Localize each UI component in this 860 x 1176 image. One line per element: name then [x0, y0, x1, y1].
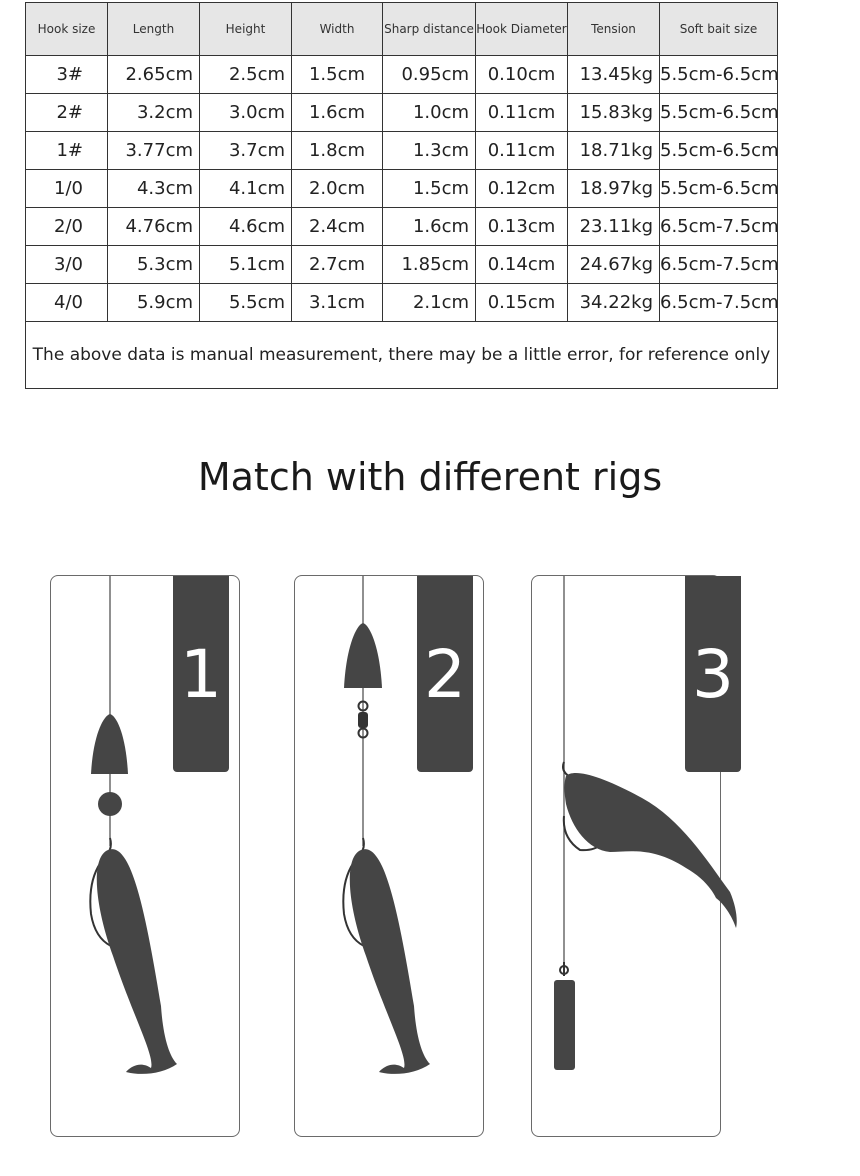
cell-width: 2.7cm: [292, 246, 383, 284]
cell-soft-bait-size: 5.5cm-6.5cm: [660, 56, 778, 94]
cell-hook-diameter: 0.15cm: [476, 284, 568, 322]
rig-card-2: [294, 575, 484, 1137]
rig-3-number: 3: [692, 636, 734, 713]
cell-height: 4.1cm: [200, 170, 292, 208]
cell-tension: 34.22kg: [568, 284, 660, 322]
cell-hook-size: 2#: [26, 94, 108, 132]
cell-length: 3.2cm: [108, 94, 200, 132]
cell-height: 4.6cm: [200, 208, 292, 246]
cell-sharp-distance: 0.95cm: [383, 56, 476, 94]
cell-tension: 23.11kg: [568, 208, 660, 246]
rig-1-number-tab: [173, 576, 229, 772]
rig-2-number-tab: [417, 576, 473, 772]
cell-width: 1.6cm: [292, 94, 383, 132]
table-header-row: [26, 3, 778, 56]
cell-width: 2.0cm: [292, 170, 383, 208]
cell-soft-bait-size: 6.5cm-7.5cm: [660, 246, 778, 284]
bullet-weight-icon: [344, 623, 382, 688]
cell-hook-size: 2/0: [26, 208, 108, 246]
table-row: [26, 246, 778, 284]
cell-sharp-distance: 2.1cm: [383, 284, 476, 322]
table-note-row: [26, 322, 778, 389]
cell-tension: 13.45kg: [568, 56, 660, 94]
rig-3-number-tab: [685, 576, 741, 772]
cell-height: 3.7cm: [200, 132, 292, 170]
cell-tension: 15.83kg: [568, 94, 660, 132]
cell-sharp-distance: 1.5cm: [383, 170, 476, 208]
cell-length: 5.3cm: [108, 246, 200, 284]
soft-lure-icon: [97, 849, 177, 1074]
rig-1-number: 1: [180, 636, 222, 713]
cell-soft-bait-size: 6.5cm-7.5cm: [660, 208, 778, 246]
cell-height: 5.5cm: [200, 284, 292, 322]
rig-2-number: 2: [424, 636, 466, 713]
cell-hook-size: 3/0: [26, 246, 108, 284]
cell-hook-size: 4/0: [26, 284, 108, 322]
hook-spec-table: [25, 2, 778, 389]
header-hook-diameter: Hook Diameter: [476, 3, 568, 56]
bead-icon: [98, 792, 122, 816]
cell-width: 2.4cm: [292, 208, 383, 246]
cell-hook-diameter: 0.13cm: [476, 208, 568, 246]
cell-sharp-distance: 1.6cm: [383, 208, 476, 246]
header-width: Width: [292, 3, 383, 56]
cell-length: 2.65cm: [108, 56, 200, 94]
cell-soft-bait-size: 6.5cm-7.5cm: [660, 284, 778, 322]
cell-length: 4.76cm: [108, 208, 200, 246]
header-hook-size: Hook size: [26, 3, 108, 56]
header-soft-bait-size: Soft bait size: [660, 3, 778, 56]
cell-hook-size: 1/0: [26, 170, 108, 208]
cell-tension: 18.71kg: [568, 132, 660, 170]
cell-height: 2.5cm: [200, 56, 292, 94]
header-tension: Tension: [568, 3, 660, 56]
header-length: Length: [108, 3, 200, 56]
cell-sharp-distance: 1.0cm: [383, 94, 476, 132]
drop-shot-sinker-icon: [554, 980, 575, 1070]
cell-sharp-distance: 1.85cm: [383, 246, 476, 284]
cell-hook-size: 1#: [26, 132, 108, 170]
table-row: [26, 170, 778, 208]
cell-width: 1.8cm: [292, 132, 383, 170]
table-row: [26, 284, 778, 322]
cell-sharp-distance: 1.3cm: [383, 132, 476, 170]
rig-card-3: [531, 575, 734, 1137]
cell-hook-diameter: 0.12cm: [476, 170, 568, 208]
table-row: [26, 94, 778, 132]
cell-length: 5.9cm: [108, 284, 200, 322]
spec-table-container: [25, 2, 777, 389]
cell-hook-size: 3#: [26, 56, 108, 94]
bullet-weight-icon: [91, 714, 128, 774]
cell-hook-diameter: 0.14cm: [476, 246, 568, 284]
cell-width: 3.1cm: [292, 284, 383, 322]
cell-soft-bait-size: 5.5cm-6.5cm: [660, 170, 778, 208]
cell-length: 4.3cm: [108, 170, 200, 208]
section-title: Match with different rigs: [197, 455, 663, 499]
table-row: [26, 56, 778, 94]
cell-tension: 24.67kg: [568, 246, 660, 284]
cell-height: 3.0cm: [200, 94, 292, 132]
cell-hook-diameter: 0.10cm: [476, 56, 568, 94]
soft-lure-icon: [350, 849, 430, 1074]
cell-width: 1.5cm: [292, 56, 383, 94]
header-sharp-distance: Sharp distance: [383, 3, 476, 56]
measurement-note: The above data is manual measurement, there may be a little error, for reference only: [26, 322, 778, 389]
cell-soft-bait-size: 5.5cm-6.5cm: [660, 132, 778, 170]
cell-length: 3.77cm: [108, 132, 200, 170]
rig-card-1: [50, 575, 240, 1137]
table-row: [26, 208, 778, 246]
cell-hook-diameter: 0.11cm: [476, 94, 568, 132]
cell-height: 5.1cm: [200, 246, 292, 284]
cell-soft-bait-size: 5.5cm-6.5cm: [660, 94, 778, 132]
cell-hook-diameter: 0.11cm: [476, 132, 568, 170]
table-row: [26, 132, 778, 170]
cell-tension: 18.97kg: [568, 170, 660, 208]
header-height: Height: [200, 3, 292, 56]
